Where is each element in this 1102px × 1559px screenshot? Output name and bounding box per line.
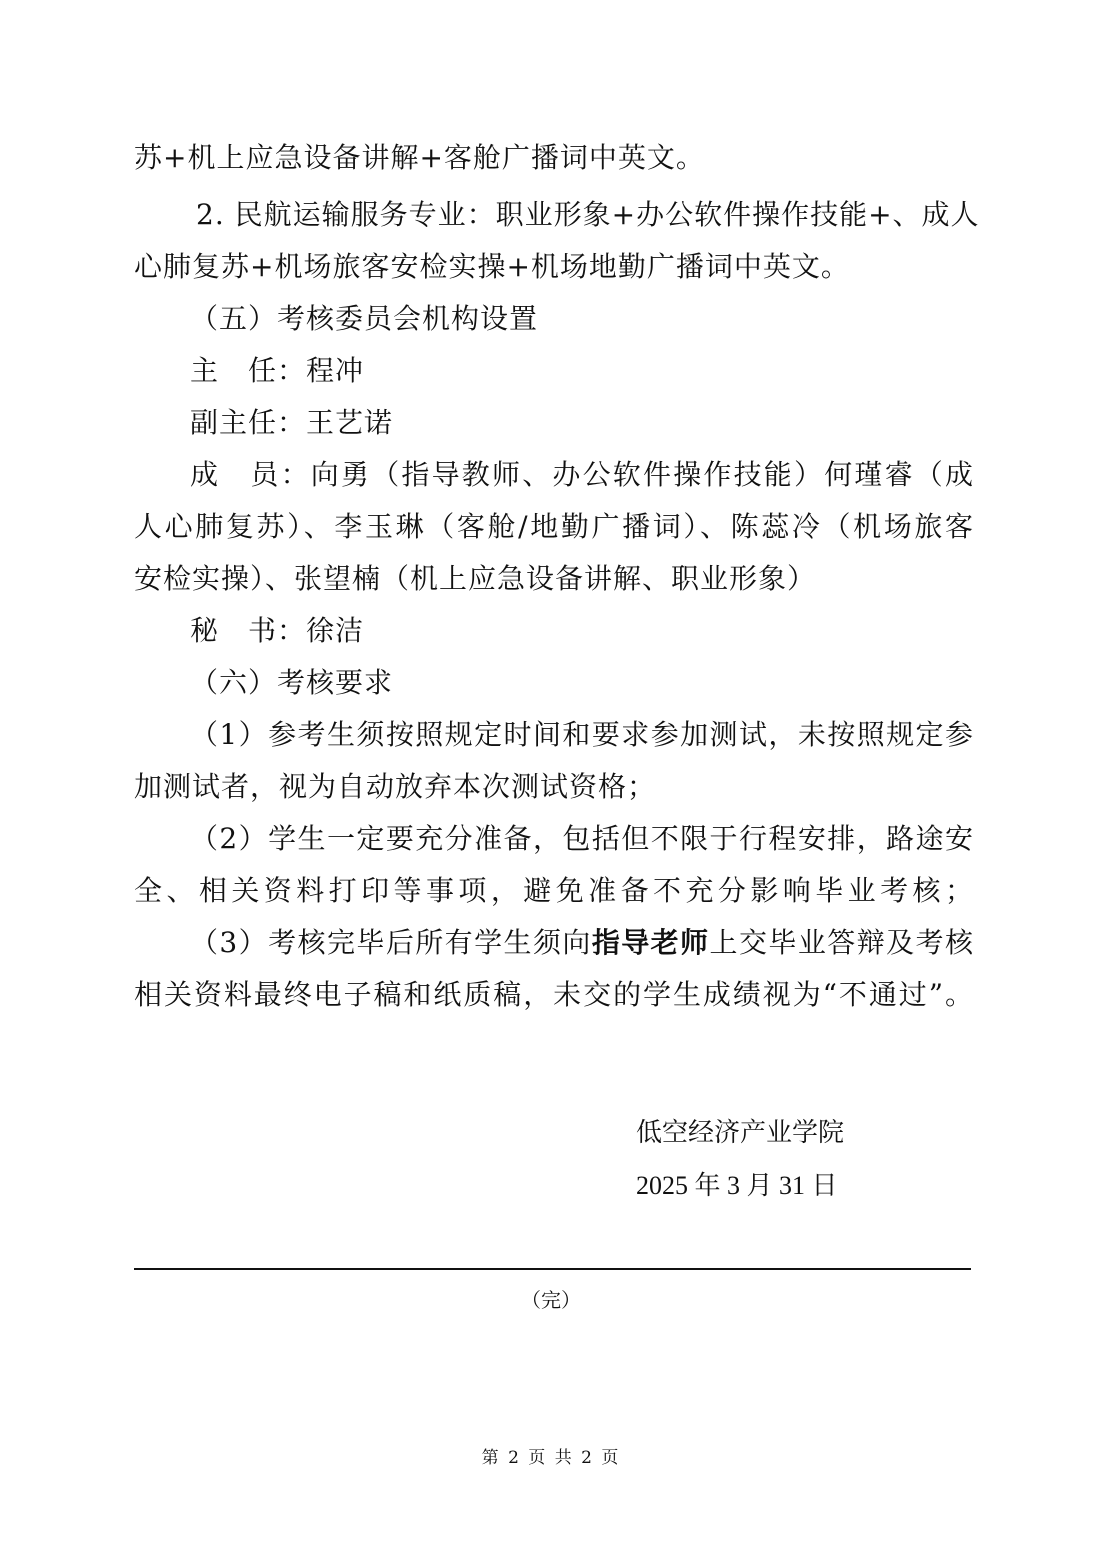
signature-org: 低空经济产业学院 (636, 1118, 845, 1147)
signature-date: 2025 年 3 月 31 日 (636, 1171, 838, 1200)
requirement-3-suffix: 上交毕业答辩及考核 (709, 926, 974, 959)
requirement-3: 相关资料最终电子稿和纸质稿，未交的学生成绩视为“不通过”。 (134, 978, 974, 1011)
body-line: 苏+机上应急设备讲解+客舱广播词中英文。 (134, 141, 705, 174)
committee-members: 成 员：向勇（指导教师、办公软件操作技能）何瑾睿（成 (190, 458, 974, 491)
committee-members: 安检实操）、张望楠（机上应急设备讲解、职业形象） (134, 562, 817, 595)
requirement-2: 全、相关资料打印等事项，避免准备不充分影响毕业考核； (134, 874, 974, 907)
end-mark: （完） (521, 1288, 581, 1312)
divider-line (134, 1268, 971, 1270)
committee-secretary: 秘 书：徐洁 (190, 614, 365, 647)
requirement-3-prefix: （3）考核完毕后所有学生须向 (190, 926, 592, 959)
committee-members: 人心肺复苏）、李玉琳（客舱/地勤广播词）、陈蕊冷（机场旅客 (134, 510, 974, 543)
requirement-1: 加测试者，视为自动放弃本次测试资格； (134, 770, 657, 803)
body-line: 心肺复苏+机场旅客安检实操+机场地勤广播词中英文。 (134, 250, 850, 283)
committee-vice-director: 副主任：王艺诺 (190, 406, 394, 439)
body-line: 2. 民航运输服务专业：职业形象+办公软件操作技能+、成人 (196, 198, 980, 231)
requirement-3 (190, 925, 974, 961)
requirement-1: （1）参考生须按照规定时间和要求参加测试，未按照规定参 (190, 718, 974, 751)
committee-director: 主 任：程冲 (190, 354, 365, 387)
requirement-3-highlight: 指导老师 (591, 926, 710, 959)
section-heading: （五）考核委员会机构设置 (190, 302, 539, 335)
section-heading: （六）考核要求 (190, 666, 394, 699)
requirement-2: （2）学生一定要充分准备，包括但不限于行程安排，路途安 (190, 822, 974, 855)
page-footer: 第 2 页 共 2 页 (481, 1448, 621, 1468)
